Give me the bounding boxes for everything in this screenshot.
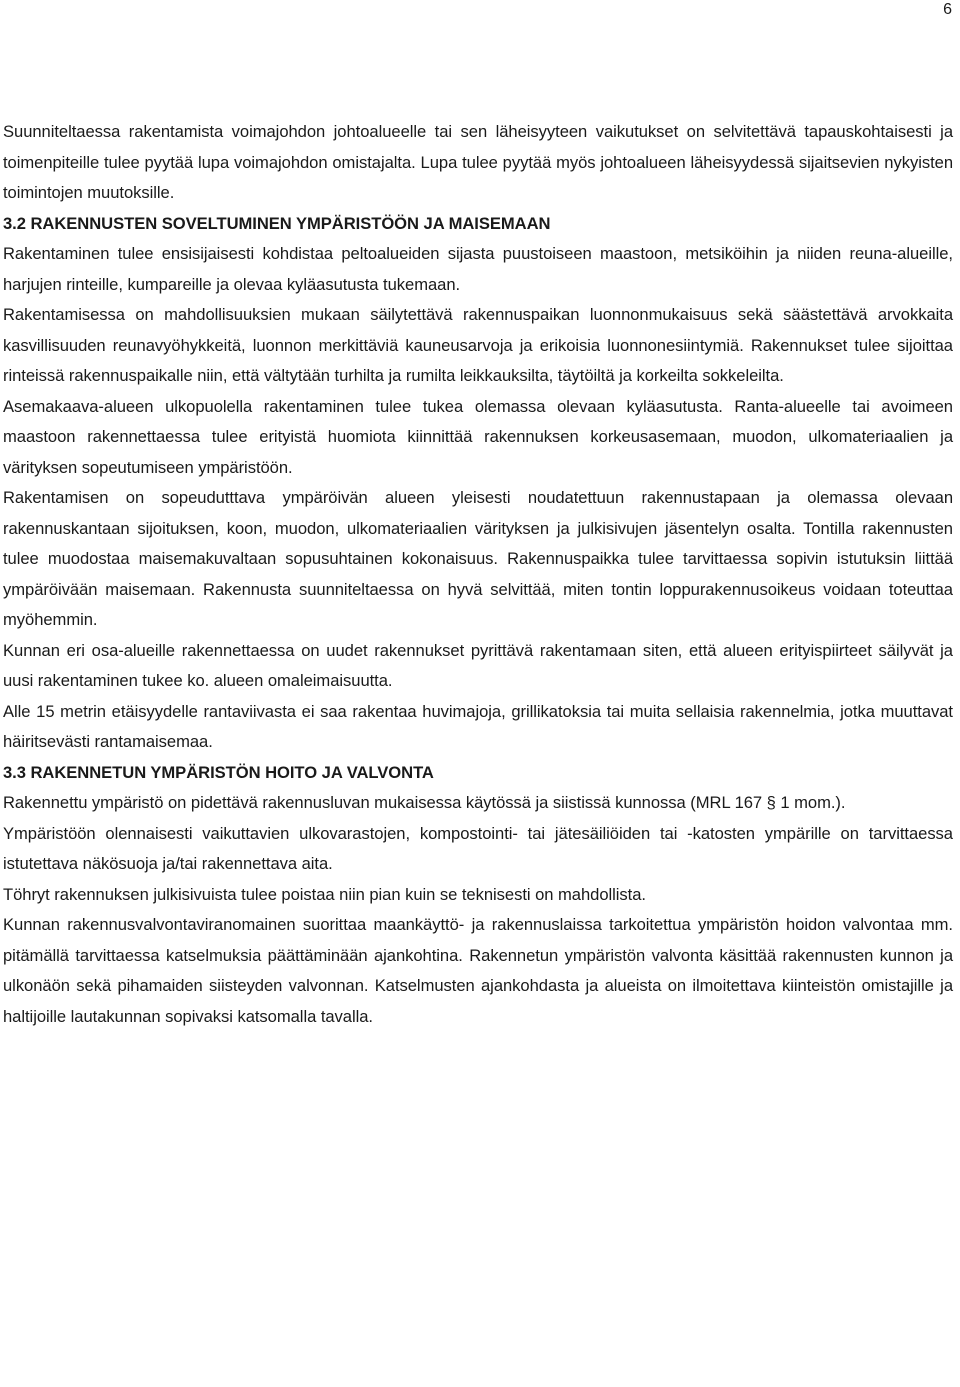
paragraph-building-placement: Rakentaminen tulee ensisijaisesti kohdistaa peltoalueiden sijasta puustoiseen maastoon, metsiköihin ja niiden reuna-alueille, harjujen rinteille, kumpareille ja olevaa kyläasutusta tukemaan. (3, 244, 953, 294)
paragraph-storage-screening: Ympäristöön olennaisesti vaikuttavien ulkovarastojen, kompostointi- tai jätesäiliöiden tai -katosten ympärille on tarvittaessa istutettava näkösuoja ja/tai rakennettava aita. (3, 823, 953, 873)
paragraph-area-characteristics: Kunnan eri osa-alueille rakennettaessa on uudet rakennukset pyrittävä rakentamaan siten, että alueen erityispiirteet säilyvät ja uusi rakentaminen tukee ko. alueen omaleimaisuutta. (3, 640, 953, 690)
paragraph-supervision: Kunnan rakennusvalvontaviranomainen suorittaa maankäyttö- ja rakennuslaissa tarkoitettua ympäristön hoidon valvontaa mm. pitämällä tarvittaessa katselmuksia päättäminään ajankohtina. Rakennetun ympäristön valvonta käsittää rakennusten kunnon ja ulkonäön sekä pihamaiden siisteyden valvonnan. Katselmusten ajankohdasta ja alueista on ilmoitettava kiinteistön omistajille ja haltijoille lautakunnan sopivaksi katsomalla tavalla. (3, 915, 953, 1026)
document-body (3, 117, 953, 1032)
paragraph-graffiti-removal: Töhryt rakennuksen julkisivuista tulee poistaa niin pian kuin se teknisesti on mahdollista. (3, 884, 646, 904)
paragraph-shoreline-distance: Alle 15 metrin etäisyydelle rantaviivasta ei saa rakentaa huvimajoja, grillikatoksia tai muita sellaisia rakennelmia, jotka muuttavat häiritsevästi rantamaisemaa. (3, 701, 953, 751)
paragraph-outside-plan-area: Asemakaava-alueen ulkopuolella rakentaminen tulee tukea olemassa olevaan kyläasutusta. Ranta-alueelle tai avoimeen maastoon rakennettaessa tulee erityistä huomiota kiinnittää rakennuksen korkeusasemaan, muodon, ulkomateriaalien ja värityksen sopeutumiseen ympäristöön. (3, 396, 953, 477)
page-number: 6 (943, 1, 952, 18)
section-heading-3-3: 3.3 RAKENNETUN YMPÄRISTÖN HOITO JA VALVONTA (3, 762, 434, 782)
section-heading-3-2: 3.2 RAKENNUSTEN SOVELTUMINEN YMPÄRISTÖÖN JA MAISEMAAN (3, 213, 551, 233)
paragraph-power-line: Suunniteltaessa rakentamista voimajohdon johtoalueelle tai sen läheisyyteen vaikutukset on selvitettävä tapauskohtaisesti ja toimenpiteille tulee pyytää lupa voimajohdon omistajalta. Lupa tulee pyytää myös johtoalueen läheisyydessä sijaitsevien nykyisten toimintojen muutoksille. (3, 122, 953, 202)
paragraph-maintenance-duty: Rakennettu ympäristö on pidettävä rakennusluvan mukaisessa käytössä ja siistissä kunnossa (MRL 167 § 1 mom.). (3, 793, 846, 812)
paragraph-natural-preservation: Rakentamisessa on mahdollisuuksien mukaan säilytettävä rakennuspaikan luonnonmukaisuus sekä säästettävä arvokkaita kasvillisuuden reunavyöhykkeitä, luonnon merkittäviä kauneusarvoja ja erikoisia luonnonesiintymiä. Rakennukset tulee sijoittaa rinteissä rakennuspaikalle niin, että vältytään turhilta ja rumilta leikkauksilta, täytöiltä ja korkeilta sokkeleilta. (3, 305, 953, 385)
paragraph-building-adaptation: Rakentamisen on sopeudutttava ympäröivän alueen yleisesti noudatettuun rakennustapaan ja olemassa olevaan rakennuskantaan sijoituksen, koon, muodon, ulkomateriaalien värityksen ja julkisivujen jäsentelyn osalta. Tontilla rakennusten tulee muodostaa maisemakuvaltaan sopusuhtainen kokonaisuus. Rakennuspaikka tulee tarvittaessa sopivin istutuksin liittää ympäröivään maisemaan. Rakennusta suunniteltaessa on hyvä selvittää, miten tontin loppurakennusoikeus voidaan toteuttaa myöhemmin. (3, 488, 953, 629)
